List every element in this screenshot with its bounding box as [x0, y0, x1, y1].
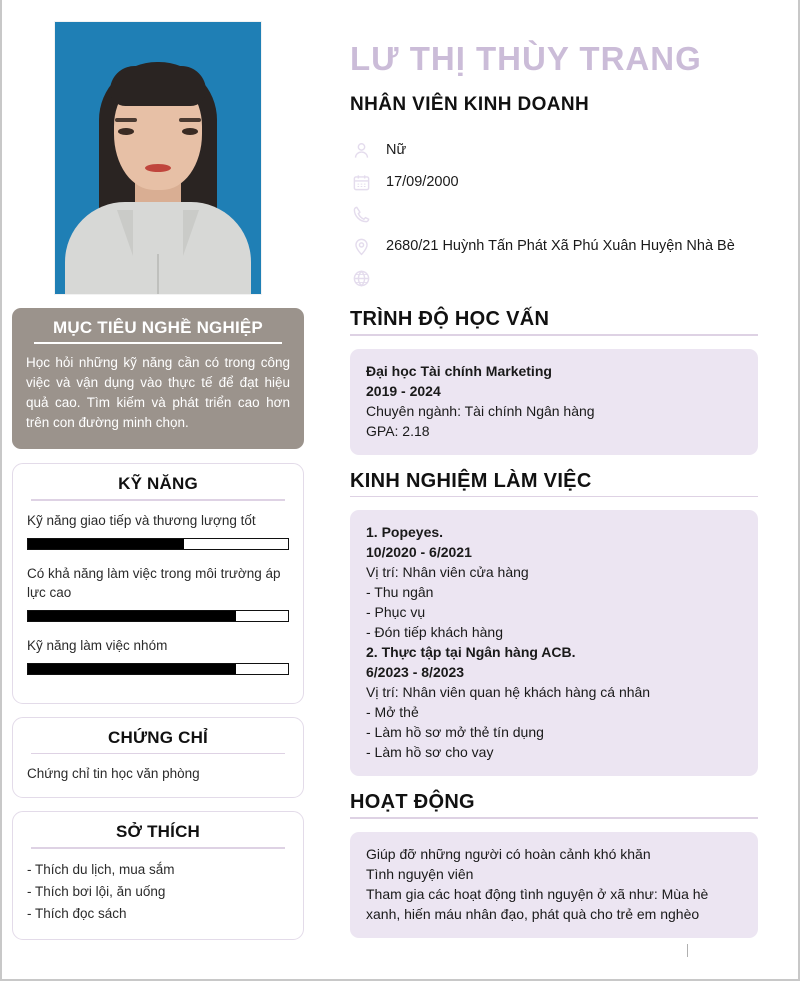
- cv-sidebar: [2, 0, 314, 979]
- skill-bar: [27, 538, 289, 550]
- experience-line: - Làm hồ sơ cho vay: [366, 744, 494, 760]
- profile-photo: [55, 22, 261, 294]
- skill-bar-fill: [28, 664, 236, 674]
- education-section-rule: [350, 334, 758, 336]
- skill-item: [27, 636, 289, 675]
- skills-card: [12, 463, 304, 704]
- contact-value-gender: Nữ: [386, 142, 407, 158]
- skill-label: Kỹ năng giao tiếp và thương lượng tốt: [27, 512, 256, 528]
- skill-bar-fill: [28, 539, 184, 549]
- contact-row-address: [350, 230, 758, 262]
- photo-eye-right: [182, 128, 198, 135]
- profile-photo-wrap: [12, 22, 304, 294]
- experience-section-rule: [350, 496, 758, 498]
- activities-section-rule: [350, 817, 758, 819]
- experience-line: Vị trí: Nhân viên cửa hàng: [366, 564, 529, 580]
- photo-collar-left: [117, 210, 133, 256]
- hobby-item: - Thích du lịch, mua sắm: [27, 861, 175, 877]
- skill-bar: [27, 610, 289, 622]
- globe-icon: [350, 269, 372, 288]
- contact-list: [350, 134, 758, 294]
- education-line: GPA: 2.18: [366, 422, 430, 439]
- contact-row-gender: [350, 134, 758, 166]
- skills-title: KỸ NĂNG: [118, 474, 198, 493]
- photo-eye-left: [118, 128, 134, 135]
- photo-brow-right: [179, 118, 201, 122]
- text-cursor-artifact: [687, 944, 688, 957]
- activity-line: Tham gia các hoạt động tình nguyện ở xã như: Mùa hè: [366, 885, 709, 902]
- hobbies-title: SỞ THÍCH: [115, 822, 201, 841]
- photo-brow-left: [115, 118, 137, 122]
- career-objective-title: MỤC TIÊU NGHỀ NGHIỆP: [53, 318, 263, 337]
- skill-label: Có khả năng làm việc trong môi trường áp lực cao: [27, 565, 281, 600]
- experience-line: - Đón tiếp khách hàng: [366, 624, 503, 640]
- hobby-item: - Thích đọc sách: [27, 905, 127, 921]
- candidate-name: LƯ THỊ THÙY TRANG: [350, 40, 702, 77]
- photo-placket: [157, 254, 159, 294]
- photo-lips: [145, 164, 171, 172]
- activity-line: Giúp đỡ những người có hoàn cảnh khó khăn: [366, 845, 651, 862]
- experience-line: 10/2020 - 6/2021: [366, 544, 472, 560]
- experience-panel: [350, 510, 758, 776]
- certificates-rule: [31, 753, 285, 755]
- experience-line: 1. Popeyes.: [366, 524, 444, 540]
- hobby-item: - Thích bơi lội, ăn uống: [27, 883, 166, 899]
- skill-bar-fill: [28, 611, 236, 621]
- education-panel: [350, 349, 758, 455]
- experience-line: - Mở thẻ: [366, 704, 419, 720]
- person-icon: [350, 141, 372, 160]
- experience-line: Vị trí: Nhân viên quan hệ khách hàng cá nhân: [366, 684, 651, 700]
- contact-row-phone: [350, 198, 758, 230]
- skill-item: [27, 564, 289, 622]
- education-line: Chuyên ngành: Tài chính Ngân hàng: [366, 402, 595, 419]
- location-icon: [350, 237, 372, 256]
- career-objective-card: [12, 308, 304, 449]
- activity-line: xanh, hiến máu nhân đạo, phát quà cho trẻ em nghèo: [366, 905, 700, 922]
- experience-line: - Phục vụ: [366, 604, 426, 620]
- skills-rule: [31, 499, 285, 501]
- experience-line: - Làm hồ sơ mở thẻ tín dụng: [366, 724, 544, 740]
- education-line: 2019 - 2024: [366, 382, 441, 399]
- experience-line: - Thu ngân: [366, 584, 434, 600]
- skill-label: Kỹ năng làm việc nhóm: [27, 637, 168, 653]
- certificate-item: Chứng chỉ tin học văn phòng: [27, 766, 200, 781]
- career-objective-rule: [34, 342, 282, 344]
- hobbies-rule: [31, 847, 285, 849]
- career-objective-text: Học hỏi những kỹ năng cần có trong công việc và vận dụng vào thực tế để đạt hiệu quả cao. Tìm kiếm và phát triển cao hơn trên con đường minh chọn.: [26, 355, 290, 430]
- contact-value-birthdate: 17/09/2000: [386, 174, 459, 190]
- contact-value-address: 2680/21 Huỳnh Tấn Phát Xã Phú Xuân Huyện Nhà Bè: [386, 238, 735, 254]
- activities-panel: [350, 832, 758, 938]
- experience-section-title: KINH NGHIỆM LÀM VIỆC: [350, 469, 592, 492]
- education-section-title: TRÌNH ĐỘ HỌC VẤN: [350, 308, 550, 330]
- photo-collar-right: [183, 210, 199, 256]
- candidate-role: NHÂN VIÊN KINH DOANH: [350, 94, 590, 115]
- education-line: Đại học Tài chính Marketing: [366, 362, 552, 379]
- photo-fringe: [110, 66, 206, 106]
- experience-line: 6/2023 - 8/2023: [366, 664, 465, 680]
- skill-item: [27, 511, 289, 550]
- phone-icon: [350, 205, 372, 224]
- certificates-card: [12, 717, 304, 799]
- contact-row-birthdate: [350, 166, 758, 198]
- skill-bar: [27, 663, 289, 675]
- contact-row-website: [350, 262, 758, 294]
- hobbies-card: [12, 811, 304, 940]
- experience-line: 2. Thực tập tại Ngân hàng ACB.: [366, 644, 576, 660]
- activity-line: Tình nguyện viên: [366, 865, 474, 882]
- certificates-title: CHỨNG CHỈ: [108, 727, 208, 747]
- cv-main: [314, 0, 798, 979]
- calendar-icon: [350, 173, 372, 192]
- activities-section-title: HOẠT ĐỘNG: [350, 791, 475, 813]
